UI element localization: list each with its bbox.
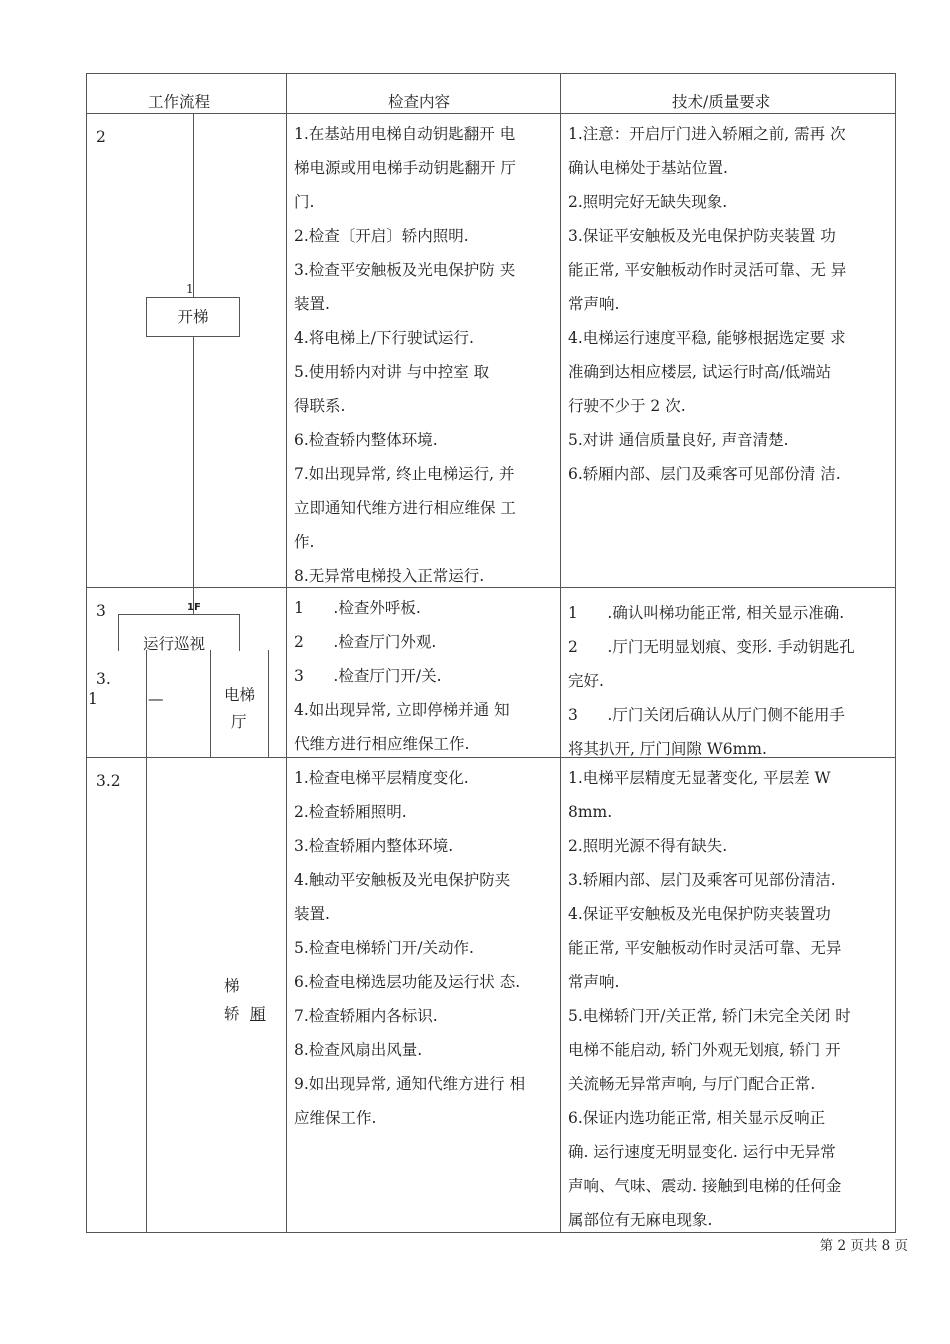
requirement-line: 6.轿厢内部、层门及乘客可见部份清 洁. (568, 465, 841, 483)
section-number-3: 3 (96, 602, 106, 620)
requirement-line: 确认电梯处于基站位置. (568, 159, 728, 177)
content-line: 梯电源或用电梯手动钥匙翻开 厅 (294, 159, 516, 177)
section1-requirements (568, 117, 894, 491)
flow-connector (193, 113, 194, 615)
requirement-line: 完好. (568, 672, 604, 690)
requirement-line: 能正常, 平安触板动作时灵活可靠、无 异 (568, 261, 847, 279)
content-line: 作. (294, 533, 315, 551)
content-line: 5.检查电梯轿门开/关动作. (294, 939, 474, 957)
header-requirements: 技术/质量要求 (672, 93, 771, 111)
header-workflow: 工作流程 (148, 93, 211, 111)
requirement-line: 电梯不能启动, 轿门外观无划痕, 轿门 开 (568, 1041, 841, 1059)
content-line: 装置. (294, 905, 330, 923)
subsection-number-a: 3. (96, 670, 111, 688)
header-check-content: 检查内容 (388, 93, 451, 111)
requirement-line: 1.注意：开启厅门进入轿厢之前, 需再 次 (568, 125, 846, 143)
column-divider-2 (560, 73, 561, 1233)
header-divider (86, 113, 896, 114)
sub-column-mid (210, 650, 211, 757)
section-number-3-2: 3.2 (96, 772, 121, 790)
table-border-left (86, 73, 87, 1233)
requirement-line: 常声响. (568, 295, 620, 313)
content-line: 6.检查电梯选层功能及运行状 态. (294, 973, 521, 991)
requirement-line: 2 .厅门无明显划痕、变形. 手动钥匙孔 (568, 638, 855, 656)
section2-check-content (294, 591, 554, 761)
requirement-line: 声响、气味、震动. 接触到电梯的任何金 (568, 1177, 842, 1195)
car-label-b: 轿 (224, 1005, 240, 1023)
requirement-line: 2.照明完好无缺失现象. (568, 193, 728, 211)
flow-box-open-elevator (146, 297, 240, 337)
content-line: 2 .检查厅门外观. (294, 633, 437, 651)
content-line: 7.检查轿厢内各标识. (294, 1007, 438, 1025)
table-border-right (895, 73, 896, 1233)
requirement-line: 4.电梯运行速度平稳, 能够根据选定要 求 (568, 329, 846, 347)
content-line: 2.检查〔开启〕轿内照明. (294, 227, 469, 245)
content-line: 7.如出现异常, 终止电梯运行, 并 (294, 465, 515, 483)
content-line: 6.检查轿内整体环境. (294, 431, 438, 449)
requirement-line: 3.轿厢内部、层门及乘客可见部份清洁. (568, 871, 836, 889)
flow-marker-1f: 1F (187, 602, 201, 613)
section3-requirements (568, 761, 894, 1237)
requirement-line: 常声响. (568, 973, 620, 991)
content-line: 3 .检查厅门开/关. (294, 667, 442, 685)
content-line: 4.触动平安触板及光电保护防夹 (294, 871, 511, 889)
content-line: 门. (294, 193, 315, 211)
content-line: 立即通知代维方进行相应维保 工 (294, 499, 516, 517)
content-line: 8.无异常电梯投入正常运行. (294, 567, 485, 585)
requirement-line: 关流畅无异常声响, 与厅门配合正常. (568, 1075, 816, 1093)
content-line: 应维保工作. (294, 1109, 377, 1127)
content-line: 代维方进行相应维保工作. (294, 735, 470, 753)
sub-column-left (146, 650, 147, 1233)
flow-box-patrol (118, 614, 240, 651)
requirement-line: 8mm. (568, 803, 613, 821)
flow-marker-1: 1 (186, 282, 194, 296)
requirement-line: 2.照明光源不得有缺失. (568, 837, 728, 855)
content-line: 5.使用轿内对讲 与中控室 取 (294, 363, 490, 381)
landing-label-a: 电梯 (224, 686, 256, 704)
requirement-line: 5.电梯轿门开/关正常, 轿门未完全关闭 时 (568, 1007, 851, 1025)
content-line: 装置. (294, 295, 330, 313)
section1-check-content (294, 117, 554, 593)
car-label-a: 梯 (224, 977, 240, 995)
subsection-number-b: 1 (88, 690, 98, 708)
requirement-line: 1 .确认叫梯功能正常, 相关显示准确. (568, 604, 845, 622)
requirement-line: 6.保证内选功能正常, 相关显示反响正 (568, 1109, 826, 1127)
requirement-line: 能正常, 平安触板动作时灵活可靠、无异 (568, 939, 842, 957)
content-line: 1 .检查外呼板. (294, 599, 421, 617)
requirement-line: 确. 运行速度无明显变化. 运行中无异常 (568, 1143, 836, 1161)
requirement-line: 3.保证平安触板及光电保护防夹装置 功 (568, 227, 836, 245)
requirement-line: 4.保证平安触板及光电保护防夹装置功 (568, 905, 831, 923)
column-divider-1 (286, 73, 287, 1233)
content-line: 3.检查轿厢内整体环境. (294, 837, 454, 855)
content-line: 4.将电梯上/下行驶试运行. (294, 329, 474, 347)
content-line: 8.检查风扇出风量. (294, 1041, 423, 1059)
page-number: 第 2 页共 8 页 (819, 1238, 908, 1254)
sub-column-right (268, 650, 269, 757)
section3-check-content (294, 761, 554, 1135)
requirement-line: 3 .厅门关闭后确认从厅门侧不能用手 (568, 706, 845, 724)
content-line: 1.检查电梯平层精度变化. (294, 769, 469, 787)
requirement-line: 属部位有无麻电现象. (568, 1211, 713, 1229)
requirement-line: 准确到达相应楼层, 试运行时高/低端站 (568, 363, 832, 381)
car-label-c: 厢 (250, 1005, 266, 1023)
landing-label-b: 厅 (231, 713, 247, 731)
content-line: 2.检查轿厢照明. (294, 803, 407, 821)
content-line: 3.检查平安触板及光电保护防 夹 (294, 261, 516, 279)
content-line: 1.在基站用电梯自动钥匙翻开 电 (294, 125, 516, 143)
flow-box-label: 开梯 (177, 308, 209, 326)
section2-requirements (568, 596, 894, 766)
requirement-line: 5.对讲 通信质量良好, 声音清楚. (568, 431, 789, 449)
section-number-2: 2 (96, 128, 106, 146)
content-line: 得联系. (294, 397, 346, 415)
requirement-line: 行驶不少于 2 次. (568, 397, 686, 415)
table-border-top (86, 73, 896, 74)
flow-box-patrol-label: 运行巡视 (143, 635, 206, 653)
requirement-line: 将其扒开, 厅门间隙 W6mm. (568, 740, 767, 758)
requirement-line: 1.电梯平层精度无显著变化, 平层差 W (568, 769, 831, 787)
content-line: 4.如出现异常, 立即停梯并通 知 (294, 701, 510, 719)
flow-dash: — (148, 690, 164, 708)
content-line: 9.如出现异常, 通知代维方进行 相 (294, 1075, 526, 1093)
